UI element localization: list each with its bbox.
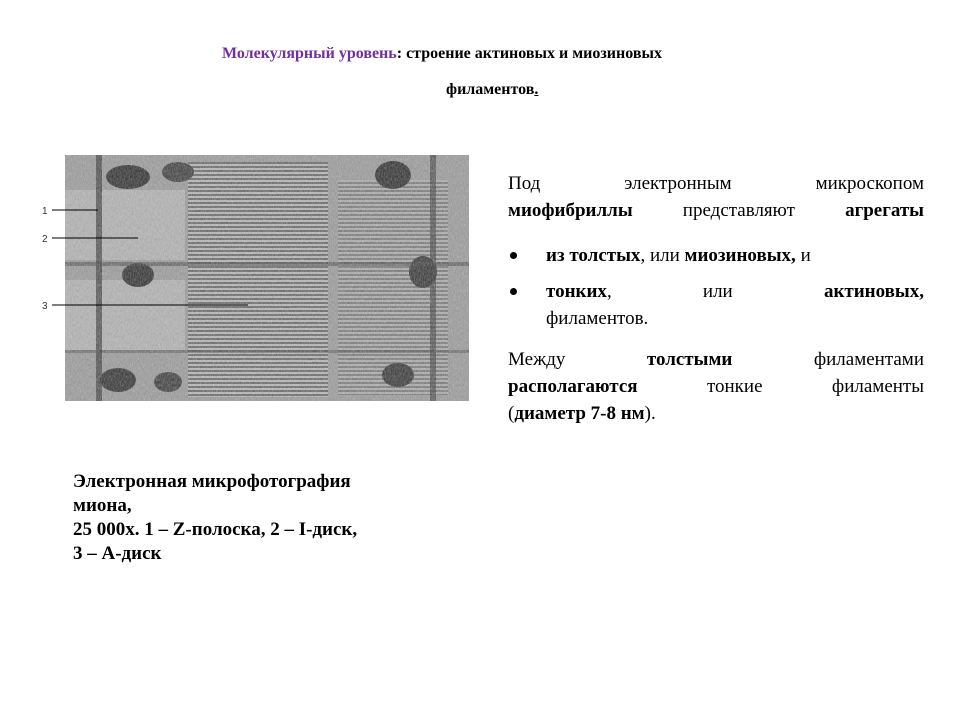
bullet1-text: , или — [640, 245, 685, 266]
caption-line: 25 000х. 1 – Z-полоска, 2 – I-диск, — [73, 519, 358, 540]
slide-title — [222, 44, 822, 100]
bullet2-text: , или — [606, 281, 824, 302]
micrograph-image — [38, 150, 478, 410]
bullet1-term-thick: из толстых — [546, 245, 641, 266]
p2-text-c: филаментами — [732, 349, 924, 370]
figure-label-3: 3 — [42, 301, 48, 312]
p1-term-myofibrils: миофибриллы — [508, 200, 633, 221]
title-line2 — [222, 80, 822, 100]
p2-line-1 — [508, 346, 924, 373]
p1-line-1: Под электронным микроскопом — [508, 173, 924, 194]
bullet2-term-actin: актиновых, — [823, 281, 924, 302]
title-accent: Молекулярный уровень — [222, 45, 397, 62]
p1-line-2 — [508, 197, 924, 224]
caption-line: миона, — [73, 495, 132, 516]
figure-label-1: 1 — [42, 206, 48, 217]
bullet2-term-thin: тонких — [546, 281, 607, 302]
photo-grain — [65, 155, 469, 401]
title-dot: . — [534, 81, 539, 98]
figure-label-2: 2 — [42, 234, 48, 245]
bullet-list — [508, 242, 924, 332]
p2-text-a: Между — [508, 349, 647, 370]
title-line2-text: филаментов — [446, 81, 535, 98]
figure-caption — [73, 470, 473, 566]
list-item — [508, 278, 924, 332]
bullet2-line-2: филаментов. — [546, 308, 649, 329]
bullet2-line-1 — [546, 278, 924, 305]
title-rest: : строение актиновых и миозиновых — [396, 45, 662, 62]
p2-term-thick: толстыми — [646, 349, 733, 370]
list-item — [508, 242, 924, 269]
p2-term-located: располагаются — [508, 376, 638, 397]
caption-line: Электронная микрофотография — [73, 471, 351, 492]
paragraph-2 — [508, 346, 924, 427]
p2-text-e: тонкие филаменты — [637, 376, 924, 397]
p1-term-aggregates: агрегаты — [845, 200, 924, 221]
p2-line-3 — [508, 403, 656, 424]
p1-text: представляют — [632, 200, 846, 221]
paragraph-1 — [508, 170, 924, 224]
p2-paren-open: ( — [508, 403, 515, 424]
p2-paren-close: ). — [644, 403, 656, 424]
bullet1-term-myosin: миозиновых, — [684, 245, 796, 266]
p2-line-2 — [508, 373, 924, 400]
body-text — [508, 170, 924, 427]
micrograph-figure — [38, 150, 478, 410]
p2-term-diameter: диаметр 7-8 нм — [514, 403, 645, 424]
caption-line: 3 – А-диск — [73, 543, 162, 564]
bullet1-text-end: и — [795, 245, 811, 266]
